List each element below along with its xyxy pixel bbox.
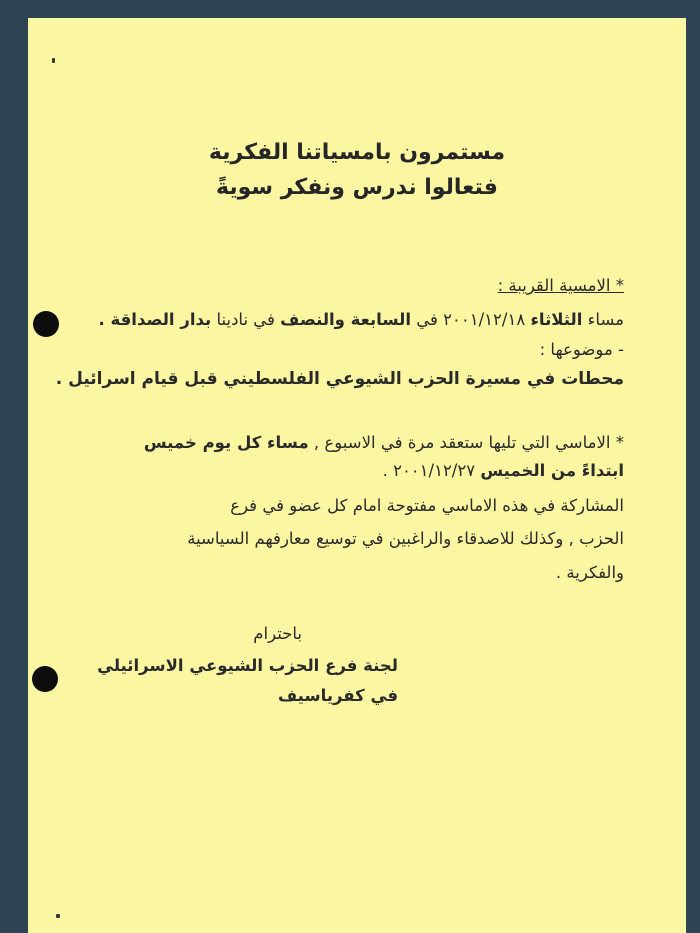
weekly-schedule-line-1: * الاماسي التي تليها ستعقد مرة في الاسبوع , مساء كل يوم خميس [143, 433, 624, 452]
upcoming-evening-details: مساء الثلاثاء ٢٠٠١/١٢/١٨ في السابعة والنصف في نادينا بدار الصداقة . [98, 310, 624, 329]
signature-org-line-1: لجنة فرع الحزب الشيوعي الاسرائيلي [97, 656, 398, 675]
heading-line-2: فتعالوا ندرس ونفكر سويةً [216, 175, 498, 200]
participation-line-1: المشاركة في هذه الاماسي مفتوحة امام كل عضو في فرع [230, 496, 624, 515]
pin-mark [52, 58, 55, 63]
participation-line-3: والفكرية . [555, 563, 624, 582]
weekly-schedule-line-2: ابتداءً من الخميس ٢٠٠١/١٢/٢٧ . [382, 461, 624, 480]
signature-org-line-2: في كفرياسيف [278, 686, 398, 705]
signature-greeting: باحترام [253, 624, 302, 643]
heading-line-1: مستمرون بامسياتنا الفكرية [208, 140, 506, 165]
pin-mark [56, 914, 60, 918]
topic-label: - موضوعها : [539, 340, 624, 359]
flyer-page [28, 18, 686, 933]
topic-title: محطات في مسيرة الحزب الشيوعي الفلسطيني قبل قيام اسرائيل . [55, 369, 624, 389]
upcoming-evening-label: * الامسية القريبة : [497, 276, 624, 295]
punch-hole-top [33, 311, 59, 337]
participation-line-2: الحزب , وكذلك للاصدقاء والراغبين في توسيع معارفهم السياسية [187, 529, 624, 548]
punch-hole-bottom [32, 666, 58, 692]
